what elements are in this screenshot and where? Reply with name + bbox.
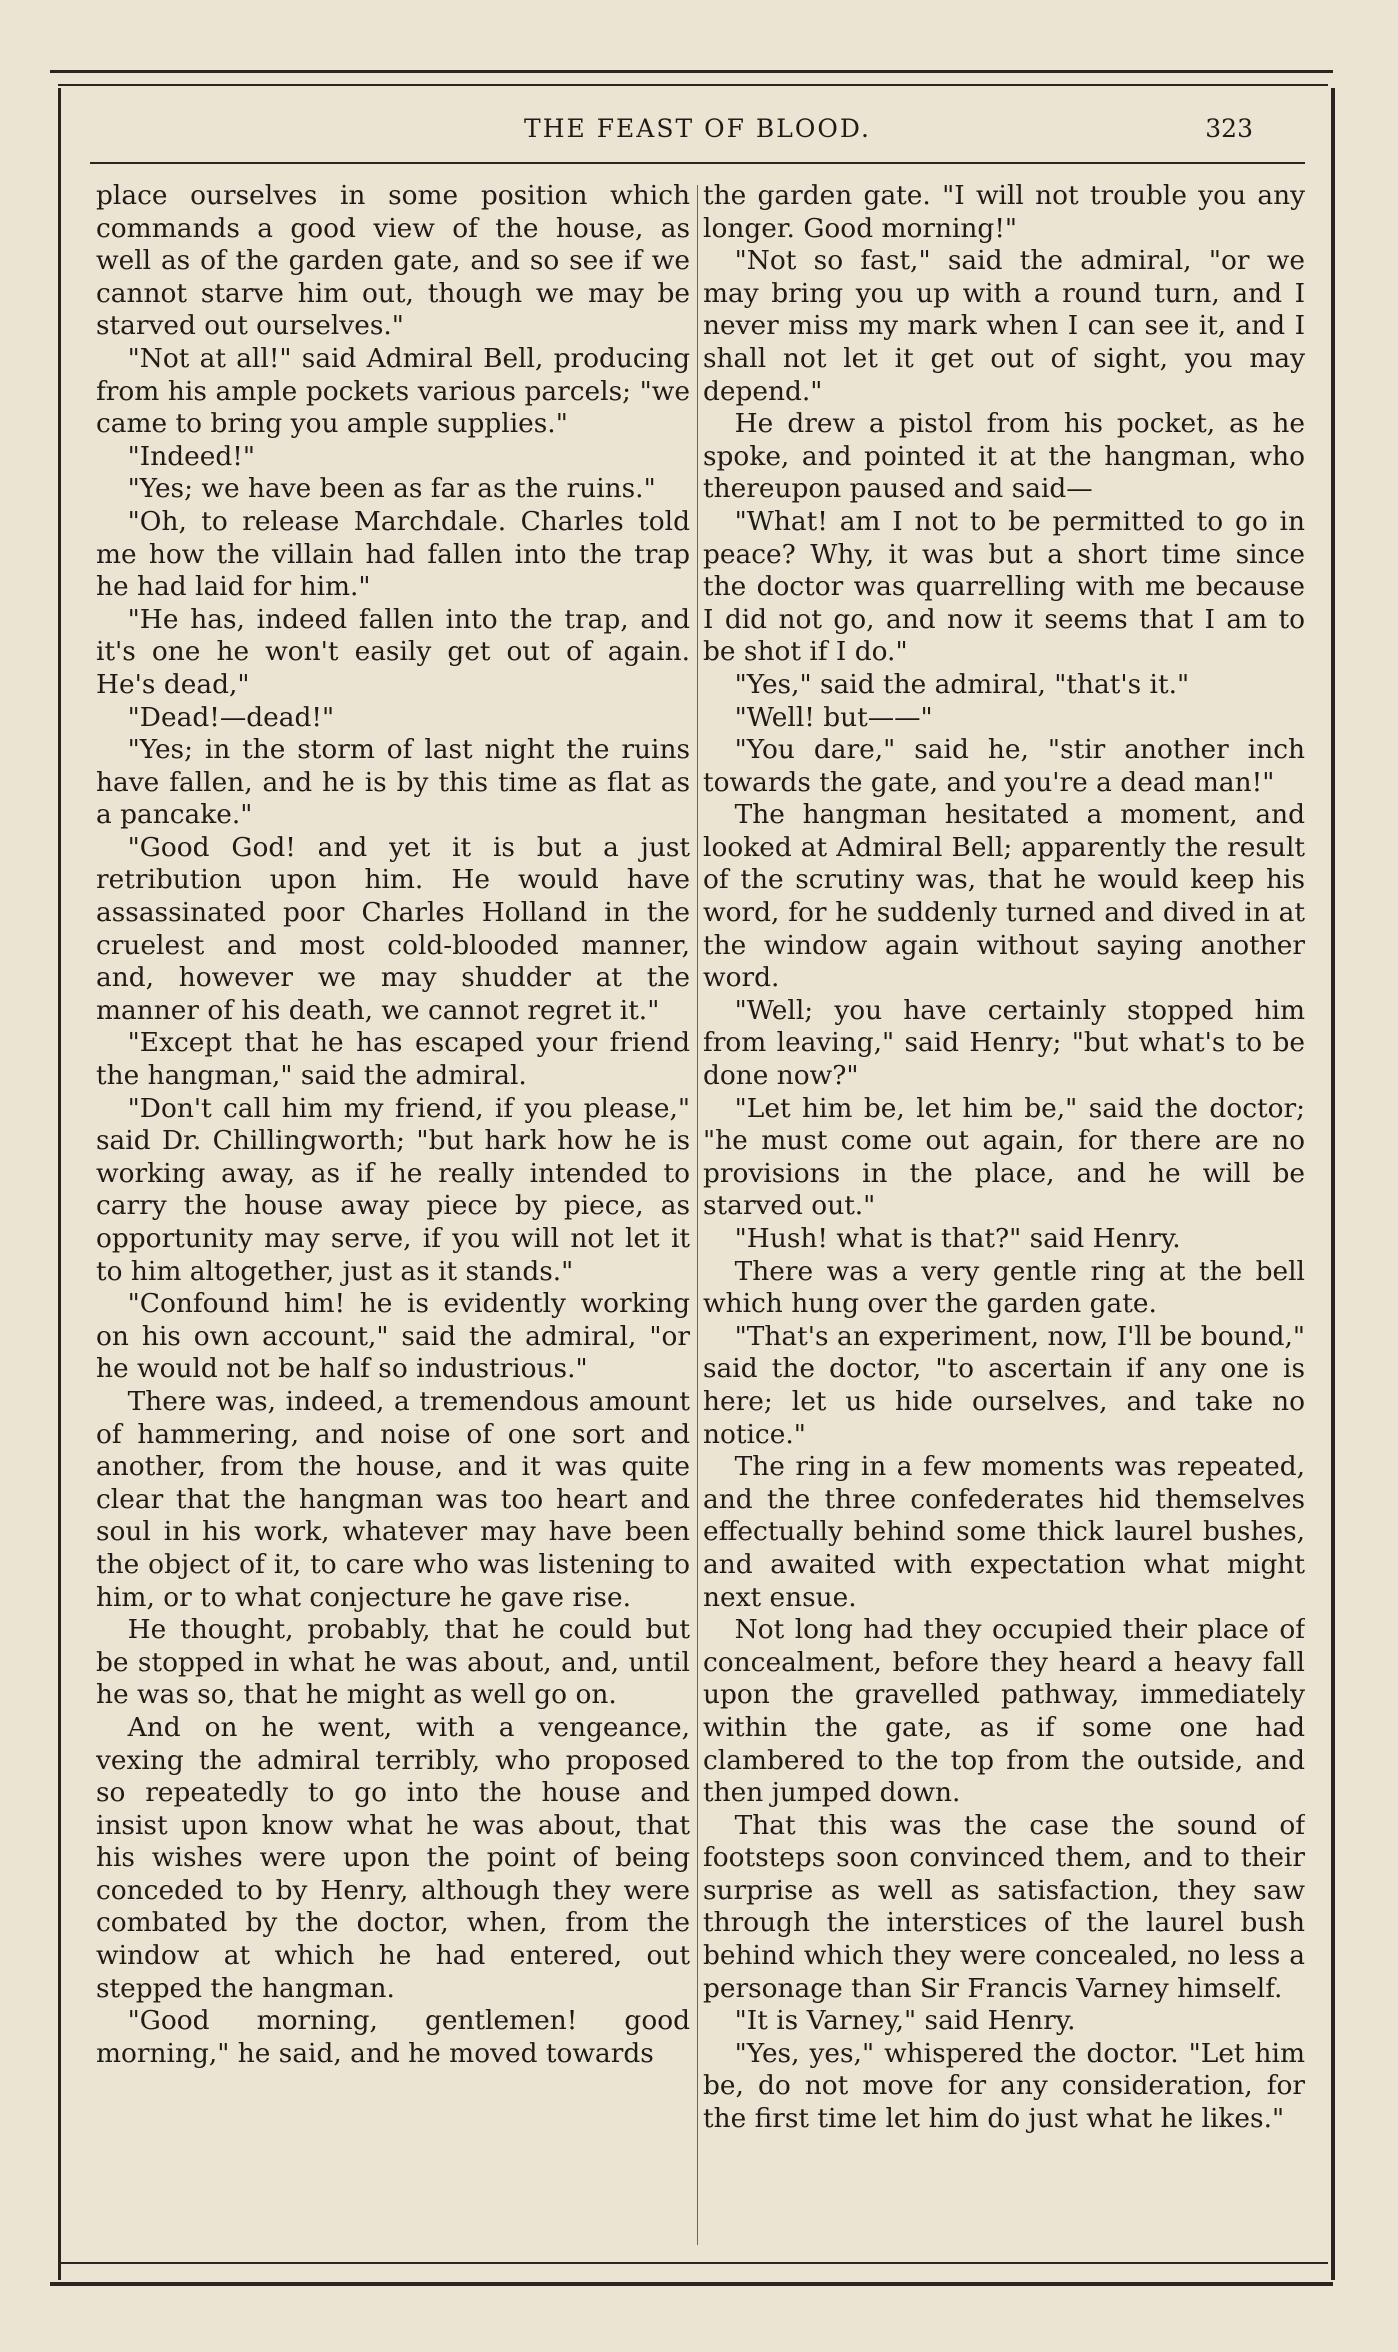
right-column bbox=[703, 180, 1305, 2245]
paragraph: He thought, probably, that he could but be stopped in what he was about, and, until he was so, that he might as well go on. bbox=[96, 1614, 690, 1711]
paragraph: "That's an experiment, now, I'll be bound," said the doctor, "to ascertain if any one is here; let us hide ourselves, and take no notice." bbox=[703, 1320, 1305, 1450]
paragraph: "Oh, to release Marchdale. Charles told me how the villain had fallen into the trap he had laid for him." bbox=[96, 505, 690, 603]
paragraph: "Yes, yes," whispered the doctor. "Let him be, do not move for any consideration, for the first time let him do just what he likes." bbox=[703, 2037, 1305, 2135]
paragraph: There was, indeed, a tremendous amount of hammering, and noise of one sort and another, from the house, and it was quite clear that the hangman was too heart and soul in his work, whatever may have been the object of it, to care who was listening to him, or to what conjecture he gave rise. bbox=[96, 1385, 690, 1613]
paragraph: He drew a pistol from his pocket, as he spoke, and pointed it at the hangman, who thereupon paused and said— bbox=[703, 408, 1305, 505]
paragraph: That this was the case the sound of footsteps soon convinced them, and to their surprise as well as satisfaction, they saw through the interstices of the laurel bush behind which they were concealed, no less a personage than Sir Francis Varney himself. bbox=[703, 1809, 1305, 2004]
top-border-rule-inner bbox=[58, 84, 1328, 86]
paragraph: "Not at all!" said Admiral Bell, producing from his ample pockets various parcels; "we came to bring you ample supplies." bbox=[96, 342, 690, 440]
header-rule bbox=[90, 162, 1305, 164]
paragraph: "Well; you have certainly stopped him from leaving," said Henry; "but what's to be done now?" bbox=[703, 994, 1305, 1092]
paragraph: The hangman hesitated a moment, and looked at Admiral Bell; apparently the result of the scrutiny was, that he would keep his word, for he suddenly turned and dived in at the window again without saying another word. bbox=[703, 799, 1305, 994]
paragraph: "It is Varney," said Henry. bbox=[734, 2005, 1076, 2037]
column-divider bbox=[697, 185, 698, 2245]
paragraph: "Let him be, let him be," said the doctor; "he must come out again, for there are no provisions in the place, and he will be starved out." bbox=[703, 1092, 1305, 1222]
paragraph: "Yes," said the admiral, "that's it." bbox=[734, 668, 1190, 700]
paragraph: "Hush! what is that?" said Henry. bbox=[734, 1223, 1181, 1254]
page-header bbox=[70, 110, 1325, 150]
paragraph: the garden gate. "I will not trouble you any longer. Good morning!" bbox=[703, 180, 1305, 244]
paragraph: "What! am I not to be permitted to go in peace? Why, it was but a short time since the doctor was quarrelling with me because I did not go, and now it seems that I am to be shot if I do." bbox=[703, 505, 1305, 668]
running-title: THE FEAST OF BLOOD. bbox=[524, 114, 871, 143]
paragraph: "Yes; we have been as far as the ruins." bbox=[127, 473, 656, 505]
paragraph: "He has, indeed fallen into the trap, and it's one he won't easily get out of again. He's dead," bbox=[96, 603, 690, 700]
paragraph: "You dare," said he, "stir another inch towards the gate, and you're a dead man!" bbox=[703, 734, 1305, 798]
paragraph: Not long had they occupied their place of concealment, before they heard a heavy fall upon the gravelled pathway, immediately within the gate, as if some one had clambered to the top from the outside, and then jumped down. bbox=[703, 1614, 1305, 1809]
paragraph: "Good morning, gentlemen! good morning," he said, and he moved towards bbox=[96, 2005, 690, 2069]
paragraph: "Good God! and yet it is but a just retribution upon him. He would have assassinated poor Charles Holland in the cruelest and most cold-blooded manner, and, however we may shudder at the manner of his death, we cannot regret it." bbox=[96, 831, 690, 1026]
paragraph: "Yes; in the storm of last night the ruins have fallen, and he is by this time as flat as a pancake." bbox=[96, 734, 690, 831]
paragraph: And on he went, with a vengeance, vexing the admiral terribly, who proposed so repeatedly to go into the house and insist upon know what he was about, that his wishes were upon the point of being conceded to by Henry, although they were combated by the doctor, when, from the window at which he had entered, out stepped the hangman. bbox=[96, 1711, 690, 2004]
bottom-border-rule-outer bbox=[50, 2282, 1333, 2286]
paragraph: place ourselves in some position which commands a good view of the house, as well as of the garden gate, and so see if we cannot starve him out, though we may be starved out ourselves." bbox=[96, 180, 690, 342]
paragraph: "Indeed!" bbox=[127, 440, 255, 472]
page-number: 323 bbox=[1205, 114, 1253, 143]
paragraph: The ring in a few moments was repeated, and the three confederates hid themselves effectually behind some thick laurel bushes, and awaited with expectation what might next ensue. bbox=[703, 1451, 1305, 1613]
paragraph: "Not so fast," said the admiral, "or we may bring you up with a round turn, and I never miss my mark when I can see it, and I shall not let it get out of sight, you may depend." bbox=[703, 245, 1305, 407]
paragraph: "Dead!—dead!" bbox=[127, 701, 335, 733]
paragraph: "Don't call him my friend, if you please," said Dr. Chillingworth; "but hark how he is working away, as if he really intended to carry the house away piece by piece, as opportunity may serve, if you will not let it to him altogether, just as it stands." bbox=[96, 1092, 690, 1287]
top-border-rule bbox=[50, 70, 1333, 73]
paragraph: There was a very gentle ring at the bell which hung over the garden gate. bbox=[703, 1255, 1305, 1320]
left-column bbox=[96, 180, 690, 2245]
paragraph: "Except that he has escaped your friend the hangman," said the admiral. bbox=[96, 1027, 690, 1092]
bottom-border-rule bbox=[58, 2262, 1328, 2264]
paragraph: "Well! but——" bbox=[734, 701, 933, 733]
paragraph: "Confound him! he is evidently working on his own account," said the admiral, "or he would not be half so industrious." bbox=[96, 1288, 690, 1385]
